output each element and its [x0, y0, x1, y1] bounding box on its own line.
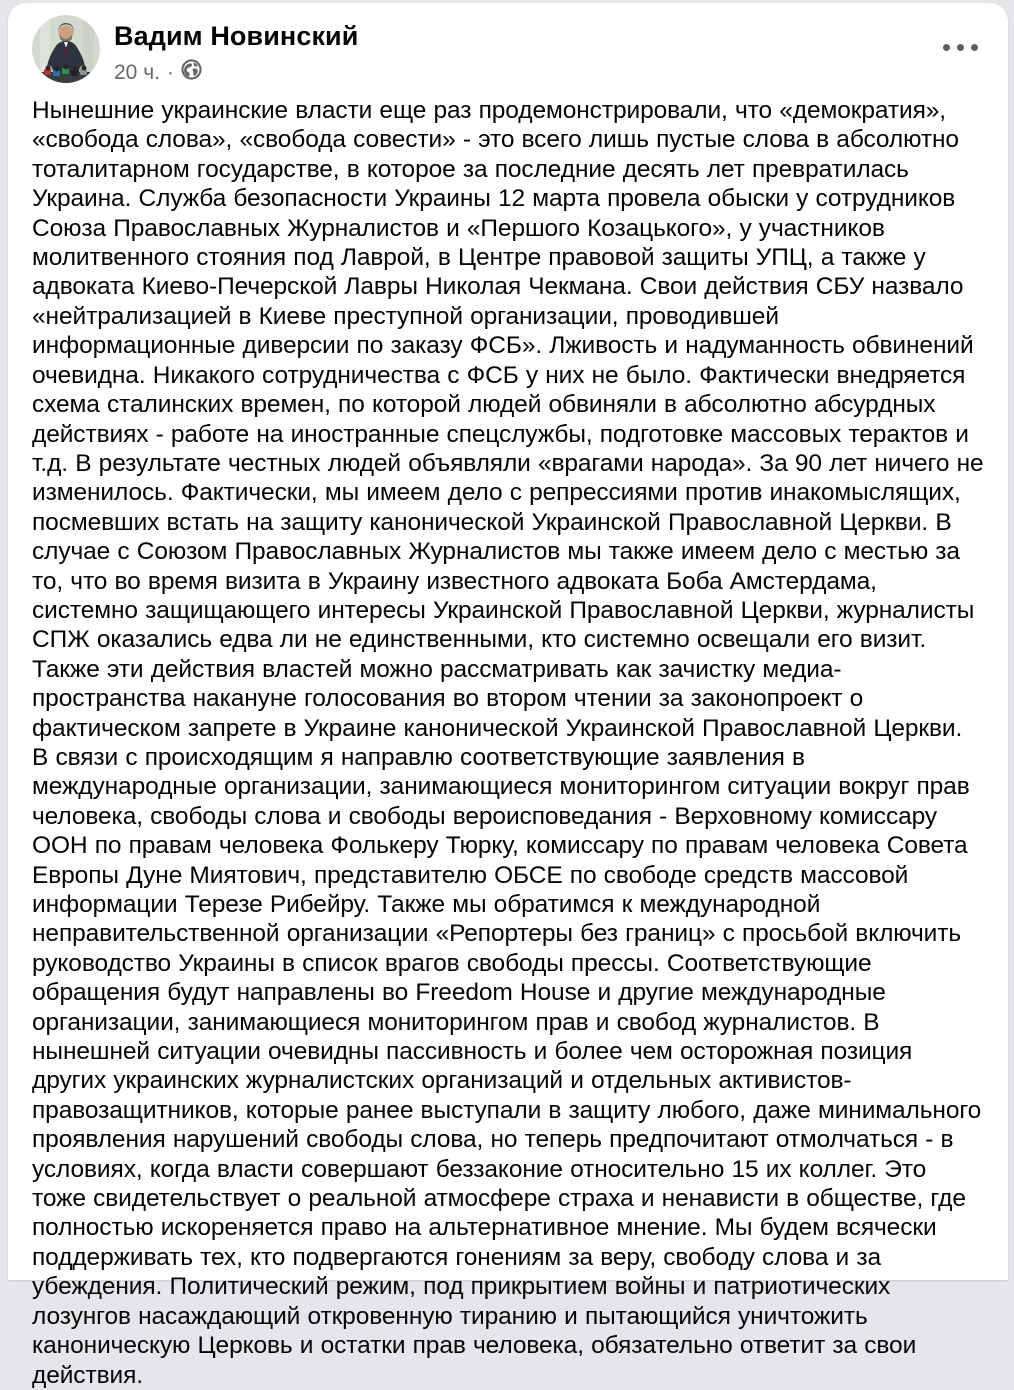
post-body-text: Нынешние украинские власти еще раз продемонстрировали, что «демократия», «свобода слова», «свобода совести» - это всего лишь пустые слова в абсолютно тоталитарном государстве, в которое за последние десять лет превратилась Украина. Служба безопасности Украины 12 марта провела обыски у сотрудников Союза Православных Журналистов и «Першого Козацького», у участников молитвенного стояния под Лаврой, в Центре правовой защиты УПЦ, а также у адвоката Киево-Печерской Лавры Николая Чекмана. Свои действия СБУ назвало «нейтрализацией в Киеве преступной организации, проводившей информационные диверсии по заказу ФСБ». Лживость и надуманность обвинений очевидна. Никакого сотрудничества с ФСБ у них не было. Фактически внедряется схема сталинских времен, по которой людей обвиняли в абсолютно абсурдных действиях - работе на иностранные спецслужбы, подготовке массовых терактов и т.д. В результате честных людей объявляли «врагами народа». За 90 лет ничего не изменилось. Фактически, мы имеем дело с репрессиями против инакомыслящих, посмевших встать на защиту канонической Украинской Православной Церкви. В случае с Союзом Православных Журналистов мы также имеем дело с местью за то, что во время визита в Украину известного адвоката Боба Амстердама, системно защищающего интересы Украинской Православной Церкви, журналисты СПЖ оказались едва ли не единственными, кто системно освещали его визит. Также эти действия властей можно рассматривать как зачистку медиа-пространства накануне голосования во втором чтении за законопроект о фактическом запрете в Украине канонической Украинской Православной Церкви. В связи с происходящим я направлю соответствующие заявления в международные организации, занимающиеся мониторингом ситуации вокруг прав человека, свободы слова и свободы вероисповедания - Верховному комиссару ООН по правам человека Фолькеру Тюрку, комиссару по правам человека Совета Европы Дуне Миятович, представителю ОБСЕ по свободе средств массовой информации Терезе Рибейру. Также мы обратимся к международной неправительственной организации «Репортеры без границ» с просьбой включить руководство Украины в список врагов свободы прессы. Соответствующие обращения будут направлены во Freedom House и другие международные организации, занимающиеся мониторингом прав и свобод журналистов. В нынешней ситуации очевидны пассивность и более чем осторожная позиция других украинских журналистских организаций и отдельных активистов-правозащитников, которые ранее выступали в защиту любого, даже минимального проявления нарушений свободы слова, но теперь предпочитают отмолчаться - в условиях, когда власти совершают беззаконие относительно 15 их коллег. Это тоже свидетельствует о реальной атмосфере страха и ненависти в обществе, где полностью искореняется право на альтернативное мнение. Мы будем всячески поддерживать тех, кто подвергаются гонениям за веру, свободу слова и за убеждения. Политический режим, под прикрытием войны и патриотических лозунгов насаждающий откровенную тиранию и пытающийся уничтожить каноническую Церковь и остатки прав человека, обязательно ответит за свои действия. — [32, 96, 984, 1390]
profile-avatar[interactable] — [32, 15, 100, 83]
avatar-photo-icon — [32, 15, 100, 83]
facebook-post-card — [8, 3, 1008, 1280]
author-name-link[interactable]: Вадим Новинский — [114, 21, 358, 52]
ellipsis-icon — [943, 44, 950, 51]
post-timestamp[interactable]: 20 ч. — [114, 61, 160, 85]
post-header-text — [114, 15, 358, 86]
meta-separator: · — [167, 61, 174, 85]
post-options-button[interactable] — [936, 27, 984, 67]
post-header — [8, 3, 1008, 86]
post-meta-row — [114, 59, 358, 86]
globe-icon — [181, 59, 202, 86]
